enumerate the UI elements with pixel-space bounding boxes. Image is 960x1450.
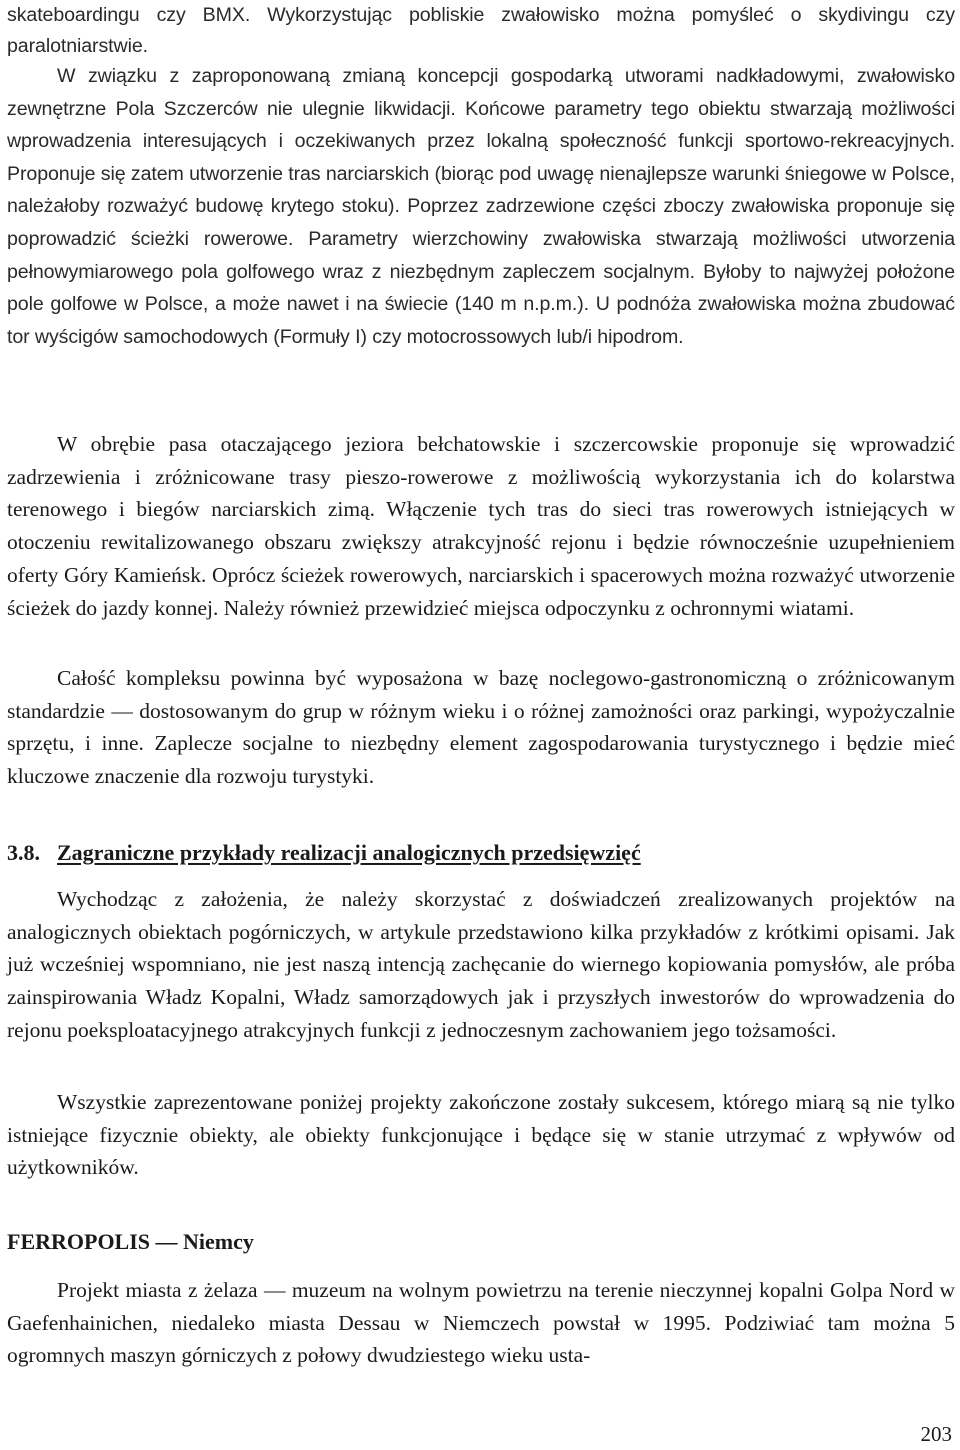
- section-number: 3.8.: [7, 840, 40, 865]
- subheading-ferropolis: FERROPOLIS — Niemcy: [7, 1229, 254, 1254]
- paragraph-7: Projekt miasta z żelaza — muzeum na wolnym powietrzu na terenie nieczynnej kopalni Golpa Nord w Gaefenhainichen, niedaleko miasta Dessau w Niemczech powstał w 1995. Podziwiać tam można 5 ogromnych maszyn górniczych z połowy dwudziestego wieku usta-: [7, 1278, 955, 1368]
- section-title: Zagraniczne przykłady realizacji analogicznych przedsięwzięć: [57, 840, 641, 865]
- paragraph-6: Wszystkie zaprezentowane poniżej projekty zakończone zostały sukcesem, którego miarą są nie tylko istniejące fizycznie obiekty, ale obiekty funkcjonujące i będące się w stanie utrzymać z wpływów od użytkowników.: [7, 1090, 955, 1180]
- paragraph-5: Wychodząc z założenia, że należy skorzystać z doświadczeń zrealizowanych projektów na analogicznych obiektach pogórniczych, w artykule przedstawiono kilka przykładów z krótkimi opisami. Jak już wcześniej wspomniano, nie jest naszą intencją zachęcanie do wiernego kopiowania pomysłów, ale próba zainspirowania Władz Kopalni, Władz samorządowych jak i przyszłych inwestorów do wprowadzenia do rejonu poeksploatacyjnego atrakcyjnych funkcji z jednoczesnym zachowaniem jego tożsamości.: [7, 887, 955, 1042]
- paragraph-2: W związku z zaproponowaną zmianą koncepcji gospodarką utworami nadkładowymi, zwałowisko zewnętrzne Pola Szczerców nie ulegnie likwidacji. Końcowe parametry tego obiektu stwarzają możliwości wprowadzenia interesujących i oczekiwanych przez lokalną społeczność funkcji sportowo-rekreacyjnych. Proponuje się zatem utworzenie tras narciarskich (biorąc pod uwagę nienajlepsze warunki śniegowe w Polsce, należałoby rozważyć budowę krytego stoku). Poprzez zadrzewione części zboczy zwałowiska proponuje się poprowadzić ścieżki rowerowe. Parametry wierzchowiny zwałowiska stwarzają możliwości utworzenia pełnowymiarowego pola golfowego wraz z niezbędnym zapleczem socjalnym. Byłoby to najwyżej położone pole golfowe w Polsce, a może nawet i na świecie (140 m n.p.m.). U podnóża zwałowiska można zbudować tor wyścigów samochodowych (Formuły I) czy motocrossowych lub/i hipodrom.: [7, 65, 955, 348]
- page-number: 203: [920, 1422, 952, 1446]
- paragraph-1: skateboardingu czy BMX. Wykorzystując pobliskie zwałowisko można pomyśleć o skydivingu czy paralotniarstwie.: [7, 4, 955, 57]
- section-heading: [7, 837, 641, 869]
- paragraph-4: Całość kompleksu powinna być wyposażona w bazę noclegowo-gastronomiczną o zróżnicowanym standardzie — dostosowanym do grup w różnym wieku i o różnej zamożności oraz parkingi, wypożyczalnie sprzętu, i inne. Zaplecze socjalne to niezbędny element zagospodarowania turystycznego i będzie mieć kluczowe znaczenie dla rozwoju turystyki.: [7, 666, 955, 789]
- paragraph-3: W obrębie pasa otaczającego jeziora bełchatowskie i szczercowskie proponuje się wprowadzić zadrzewienia i zróżnicowane trasy pieszo-rowerowe z możliwością wykorzystania ich do kolarstwa terenowego i biegów narciarskich zimą. Włączenie tych tras do sieci tras rowerowych istniejących w otoczeniu rewitalizowanego obszaru zwiększy atrakcyjność rejonu i będzie równocześnie uzupełnieniem oferty Góry Kamieńsk. Oprócz ścieżek rowerowych, narciarskich i spacerowych można rozważyć utworzenie ścieżek do jazdy konnej. Należy również przewidzieć miejsca odpoczynku z ochronnymi wiatami.: [7, 432, 955, 620]
